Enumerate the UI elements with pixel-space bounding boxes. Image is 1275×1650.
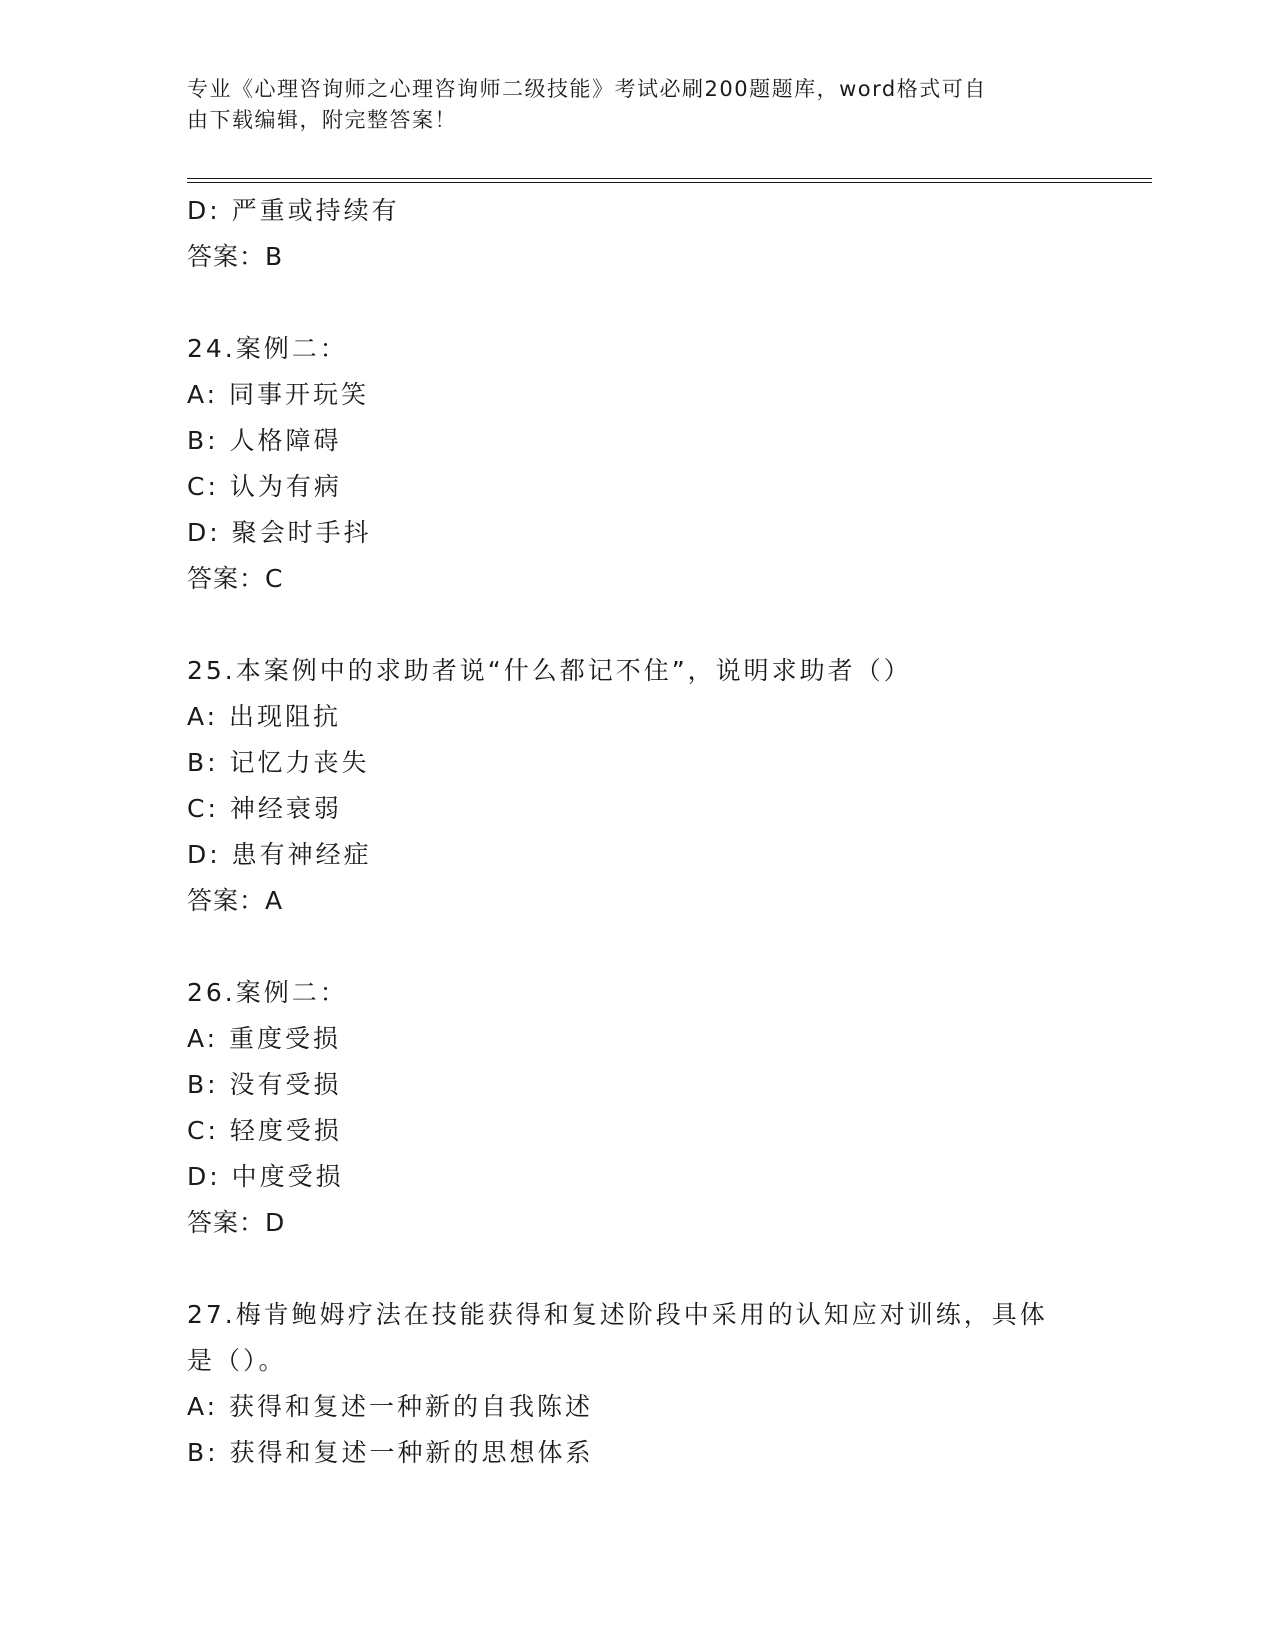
question-25-stem: 25.本案例中的求助者说“什么都记不住”，说明求助者（） bbox=[187, 656, 912, 685]
question-26-stem: 26.案例二： bbox=[187, 978, 348, 1007]
spacer bbox=[187, 1246, 1087, 1292]
question-25-answer: 答案：A bbox=[187, 886, 284, 915]
question-24-option-d: D: 聚会时手抖 bbox=[187, 518, 372, 547]
spacer bbox=[187, 602, 1087, 648]
option-d: D: 严重或持续有 bbox=[187, 196, 400, 225]
question-24-option-b: B: 人格障碍 bbox=[187, 426, 342, 455]
question-25-option-a: A: 出现阻抗 bbox=[187, 702, 342, 731]
question-25-option-b: B: 记忆力丧失 bbox=[187, 748, 370, 777]
spacer bbox=[187, 280, 1087, 326]
question-27-option-b: B: 获得和复述一种新的思想体系 bbox=[187, 1438, 594, 1467]
header-title-line-2: 由下载编辑，附完整答案！ bbox=[187, 108, 457, 132]
question-27-option-a: A: 获得和复述一种新的自我陈述 bbox=[187, 1392, 594, 1421]
question-26-option-d: D: 中度受损 bbox=[187, 1162, 344, 1191]
question-27-stem-line-2: 是（）。 bbox=[187, 1346, 287, 1375]
spacer bbox=[187, 924, 1087, 970]
header-title-line-1: 专业《心理咨询师之心理咨询师二级技能》考试必刷200题题库，word格式可自 bbox=[187, 77, 987, 101]
question-27-stem-line-1: 27.梅肯鲍姆疗法在技能获得和复述阶段中采用的认知应对训练，具体 bbox=[187, 1300, 1048, 1329]
header-rule-bottom bbox=[187, 182, 1152, 183]
question-list bbox=[187, 188, 1087, 1476]
answer: 答案：B bbox=[187, 242, 284, 271]
question-24-stem: 24.案例二： bbox=[187, 334, 348, 363]
page-header bbox=[187, 74, 1067, 136]
question-26-answer: 答案：D bbox=[187, 1208, 286, 1237]
question-24-option-a: A: 同事开玩笑 bbox=[187, 380, 370, 409]
question-25-option-d: D: 患有神经症 bbox=[187, 840, 372, 869]
question-26-option-a: A: 重度受损 bbox=[187, 1024, 342, 1053]
question-24-option-c: C: 认为有病 bbox=[187, 472, 342, 501]
question-25-option-c: C: 神经衰弱 bbox=[187, 794, 342, 823]
question-26-option-c: C: 轻度受损 bbox=[187, 1116, 342, 1145]
question-26-option-b: B: 没有受损 bbox=[187, 1070, 342, 1099]
header-rule-top bbox=[187, 178, 1152, 179]
question-24-answer: 答案：C bbox=[187, 564, 284, 593]
